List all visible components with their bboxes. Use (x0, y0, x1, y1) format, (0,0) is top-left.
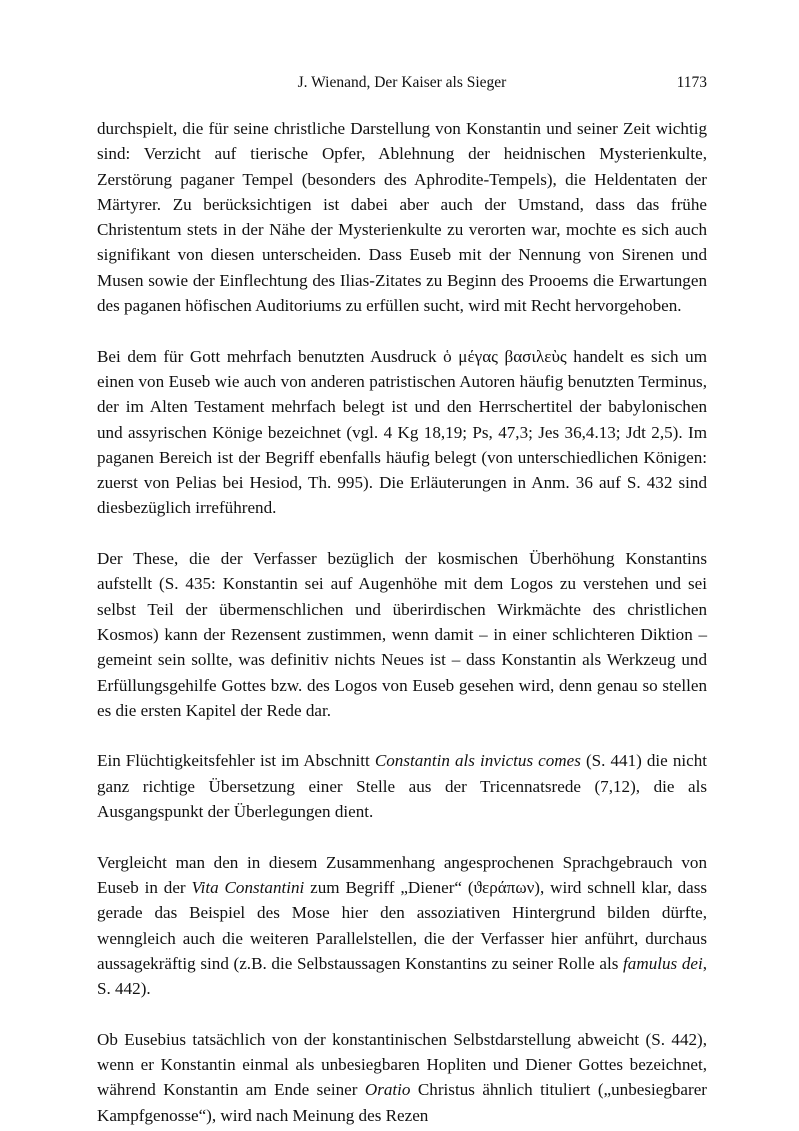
paragraph-6-text-before: Ob Eusebius tatsächlich von der konstantinischen Selbstdarstellung abweicht (S. 442), wenn er Konstantin einmal als unbesiegbaren Hopliten und Diener Gottes bezeichnet, während Konstantin am Ende seiner (97, 1029, 707, 1100)
paragraph-5-italic-term: famulus dei (623, 953, 703, 973)
paragraph-3-text: Der These, die der Verfasser bezüglich der kosmischen Überhöhung Konstantins aufstellt (S. 435: Konstantin sei auf Augenhöhe mit dem Logos zu verstehen und sei selbst Teil der übermenschlichen und überirdischen Wirkmächte des christlichen Kosmos) kann der Rezensent zustimmen, wenn damit – in einer schlichteren Diktion – gemeint sein sollte, was definitiv nichts Neues ist – dass Konstantin als Werkzeug und Erfüllungsgehilfe Gottes bzw. des Logos von Euseb gesehen wird, denn genau so stellen es die ersten Kapitel der Rede dar. (97, 549, 707, 720)
paragraph-4-text-after: (S. 441) die nicht ganz richtige Übersetzung einer Stelle aus der Tricennatsrede (7,12), die als Ausgangspunkt der Überlegungen dient. (97, 751, 707, 822)
paragraph-1-text: durchspielt, die für seine christliche Darstellung von Konstantin und seiner Zeit wichtig sind: Verzicht auf tierische Opfer, Ablehnung der heidnischen Mysterienkulte, Zerstörung paganer Tempel (besonders des Aphrodite-Tempels), die Heldentaten der Märtyrer. Zu berücksichtigen ist dabei aber auch der Umstand, dass das frühe Christentum stets in der Nähe der Mysterienkulte zu verorten war, mochte es sich auch signifikant von diesen unterscheiden. Dass Euseb mit der Nennung von Sirenen und Musen sowie der Einflechtung des Ilias-Zitates zu Beginn des Prooems die Erwartungen des paganen höfischen Auditoriums zu erfüllen sucht, wird mit Recht hervorgehoben. (97, 119, 707, 316)
paragraph-2 (97, 344, 707, 521)
paragraph-5-text-after: , S. 442). (97, 953, 708, 999)
paragraph-4-italic-title: Constantin als invictus comes (374, 751, 581, 771)
document-page (97, 0, 707, 1131)
paragraph-3 (97, 546, 707, 723)
paragraph-4 (97, 748, 707, 824)
paragraph-5-text-before: Vergleicht man den in diesem Zusammenhang angesprochenen Sprachgebrauch von Euseb in der (97, 852, 707, 897)
paragraph-6 (97, 1027, 707, 1128)
paragraph-5-text-middle: zum Begriff „Diener“ (ϑεράπων), wird schnell klar, dass gerade das Beispiel des Mose hier den assoziativen Hintergrund bilden dürfte, wenngleich auch die weiteren Parallelstellen, die der Verfasser hier anführt, durchaus aussagekräftig sind (z.B. die Selbstaussagen Konstantins zu seiner Rolle als (97, 877, 708, 973)
paragraph-6-italic-title: Oratio (364, 1080, 411, 1100)
paragraph-6-text-after: Christus ähnlich tituliert („unbesiegbarer Kampfgenosse“), wird nach Meinung des Rezen (97, 1080, 707, 1125)
paragraph-2-text: Bei dem für Gott mehrfach benutzten Ausdruck ὁ μέγας βασιλεὺς handelt es sich um einen von Euseb wie auch von anderen patristischen Autoren häufig benutzten Terminus, der im Alten Testament mehrfach belegt ist und den Herrschertitel der babylonischen und assyrischen Könige bezeichnet (vgl. 4 Kg 18,19; Ps, 47,3; Jes 36,4.13; Jdt 2,5). Im paganen Bereich ist der Begriff ebenfalls häufig belegt (von unterschiedlichen Königen: zuerst von Pelias bei Hesiod, Th. 995). Die Erläuterungen in Anm. 36 auf S. 432 sind diesbezüglich irreführend. (97, 346, 707, 518)
paragraph-5-italic-title: Vita Constantini (191, 877, 305, 897)
running-head (97, 71, 707, 95)
running-title: J. Wienand, Der Kaiser als Sieger (297, 74, 507, 91)
paragraph-1 (97, 116, 707, 318)
body-text (97, 116, 707, 1128)
paragraph-5 (97, 850, 707, 1002)
page-number: 1173 (676, 74, 707, 91)
paragraph-4-text-before: Ein Flüchtigkeitsfehler ist im Abschnitt (97, 751, 375, 771)
